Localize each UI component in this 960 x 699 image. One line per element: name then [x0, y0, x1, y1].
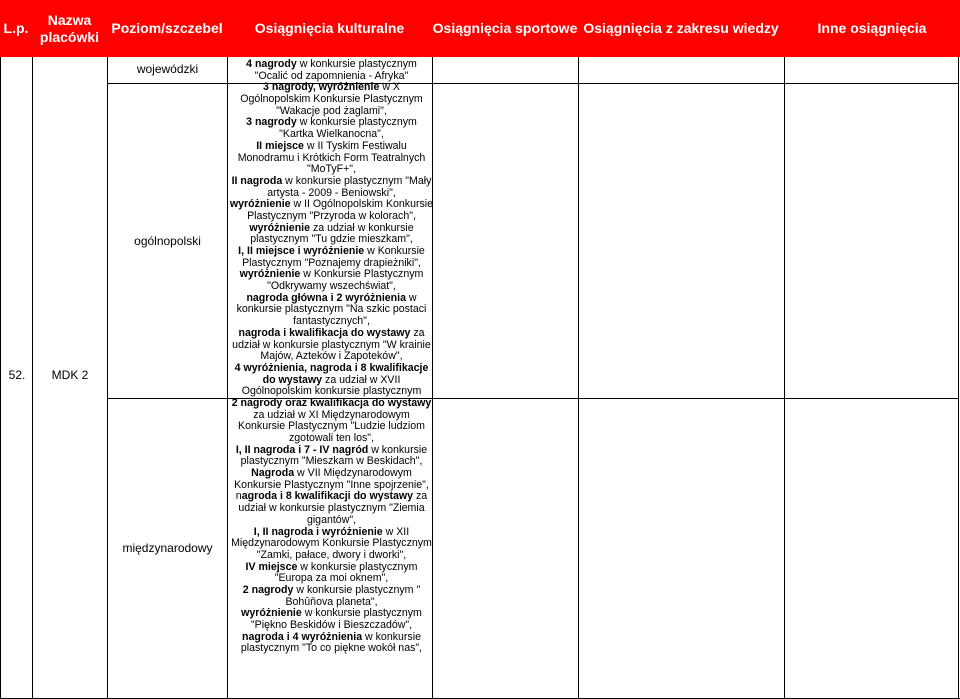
- achievement-highlight: wyróżnienie: [239, 268, 301, 281]
- achievement-text: "Zamki, pałace, dwory i dworki",: [256, 548, 407, 561]
- achievement-text: w II Ogólnopolskim Konkursie: [290, 198, 434, 211]
- header-level: Poziom/szczebel: [111, 20, 223, 36]
- header-knowledge: Osiągnięcia z zakresu wiedzy: [583, 20, 779, 36]
- achievement-text: Ogólnopolskim konkursie plastycznym: [241, 385, 422, 398]
- achievement-text: za udział w konkursie: [310, 221, 414, 234]
- grid-line: [578, 57, 579, 699]
- achievement-highlight: nagroda główna i 2 wyróżnienia: [246, 291, 406, 304]
- achievement-text: w konkursie: [362, 630, 421, 643]
- achievement-text: "Europa za moi oknem",: [274, 572, 389, 585]
- grid-line: [958, 57, 959, 699]
- achievement-text: Konkursie Plastycznym "Ludzie ludziom: [238, 420, 425, 433]
- achievement-text: w Konkursie: [364, 245, 425, 257]
- achievement-highlight: I, II miejsce i wyróżnienie: [238, 245, 365, 257]
- achievement-text: n: [235, 490, 242, 503]
- achievement-text: w: [405, 291, 417, 304]
- achievement-text: gigantów",: [306, 513, 357, 526]
- achievement-text: Majów, Azteków i Zapoteków",: [260, 350, 403, 363]
- achievement-highlight: 4 nagrody: [246, 58, 297, 70]
- achievement-text: w konkursie plastycznym ": [293, 583, 421, 596]
- achievement-highlight: do wystawy: [262, 373, 323, 386]
- achievement-highlight: 2 nagrody: [242, 583, 294, 596]
- achievement-text: konkursie plastycznym "Na szkic postaci: [236, 303, 427, 316]
- achievement-text: Monodramu i Krótkich Form Teatralnych: [237, 151, 426, 164]
- achievement-text: za: [413, 490, 428, 503]
- header-institution-name: [32, 0, 107, 57]
- achievement-highlight: 3 nagrody, wyróżnienie: [263, 81, 380, 94]
- cultural-achievements: [229, 59, 434, 655]
- achievement-text: Bohûňova planeta",: [285, 595, 378, 608]
- achievement-text: w XII: [382, 525, 410, 538]
- achievement-highlight: wyróżnienie: [241, 607, 302, 620]
- achievement-text: "Odkrywamy wszechświat",: [267, 280, 396, 293]
- achievement-text: zgotowali ten los",: [288, 432, 375, 444]
- level-national: ogólnopolski: [134, 234, 201, 248]
- header-cultural: Osiągnięcia kulturalne: [254, 20, 405, 36]
- achievement-text: za udział w XI Międzynarodowym: [253, 408, 410, 421]
- achievement-text: w konkursie: [368, 443, 428, 456]
- achievement-highlight: II nagroda: [231, 174, 283, 187]
- achievement-text: za udział w XVII: [322, 373, 401, 386]
- achievement-text: za: [410, 326, 425, 339]
- header-sports: Osiągnięcia sportowe: [432, 20, 578, 36]
- achievement-text: plastycznym "Tu gdzie mieszkam",: [250, 233, 413, 246]
- achievement-text: fantastycznych",: [293, 315, 370, 328]
- achievement-highlight: nagroda i 4 wyróżnienia: [242, 630, 363, 643]
- achievement-highlight: I, II nagroda i 7 - IV nagród: [235, 443, 369, 456]
- achievement-text: "Piękno Beskidów i Bieszczadów",: [250, 619, 413, 631]
- achievement-text: Ogólnopolskim Konkursie Plastycznym: [240, 93, 423, 106]
- achievement-text: "Ocalić od zapomnienia - Afryka": [254, 69, 409, 82]
- achievement-text: Międzynarodowym Konkursie Plastycznym: [231, 537, 432, 550]
- achievement-text: w konkursie plastycznym: [296, 58, 417, 70]
- achievement-highlight: 4 wyróżnienia, nagroda i 8 kwalifikacje: [234, 361, 429, 374]
- row-number: 52.: [8, 368, 26, 382]
- achievement-line: [229, 643, 434, 655]
- achievement-text: w Konkursie Plastycznym: [300, 268, 424, 281]
- grid-line: [0, 57, 1, 699]
- achievement-text: "MoTyF+",: [306, 163, 357, 176]
- achievement-text: udział w konkursie plastycznym "Ziemia: [238, 502, 425, 515]
- achievement-highlight: 3 nagrody: [246, 116, 297, 129]
- achievement-highlight: 2 nagrody oraz kwalifikacja do wystawy: [231, 396, 432, 409]
- achievement-highlight: II miejsce: [256, 139, 304, 152]
- achievement-text: plastycznym "To co piękne wokół nas",: [240, 642, 423, 655]
- header-other: Inne osiągnięcia: [817, 20, 927, 36]
- achievement-highlight: wyróżnienie: [249, 221, 310, 234]
- achievement-text: Plastycznym "Poznajemy drapieżniki",: [242, 256, 421, 269]
- achievement-highlight: wyróżnienie: [229, 198, 291, 211]
- grid-line: [227, 57, 228, 699]
- achievement-highlight: agroda i 8 kwalifikacji do wystawy: [241, 490, 414, 503]
- header-lp: L.p.: [3, 20, 29, 36]
- header-name-line2: placówki: [39, 28, 100, 45]
- grid-line: [784, 57, 785, 699]
- achievement-text: w II Tyskim Festiwalu: [303, 139, 407, 152]
- header-name-line1: Nazwa: [47, 11, 92, 28]
- achievement-highlight: Nagroda: [251, 467, 295, 480]
- achievement-text: w X: [379, 81, 400, 94]
- achievement-text: w konkursie plastycznym: [296, 116, 417, 129]
- achievement-text: Plastycznym "Przyroda w kolorach",: [247, 209, 416, 222]
- achievement-text: plastycznym "Mieszkam w Beskidach",: [240, 455, 423, 468]
- institution-name: MDK 2: [51, 368, 89, 382]
- achievement-text: w konkursie plastycznym: [301, 607, 422, 620]
- level-regional: wojewódzki: [136, 62, 199, 76]
- achievement-text: "Wakacje pod żaglami",: [276, 104, 387, 117]
- achievement-highlight: I, II nagroda i wyróżnienie: [253, 525, 383, 538]
- achievement-text: Konkursie Plastycznym "Inne spojrzenie",: [234, 478, 429, 491]
- achievement-text: udział w konkursie plastycznym "W krainie: [232, 338, 431, 351]
- achievement-text: w konkursie plastycznym "Mały: [282, 174, 432, 187]
- level-international: międzynarodowy: [122, 541, 213, 555]
- achievement-text: w VII Międzynarodowym: [294, 467, 412, 480]
- achievement-text: artysta - 2009 - Beniowski",: [267, 186, 396, 199]
- achievement-text: "Kartka Wielkanocna",: [279, 128, 384, 141]
- achievement-highlight: IV miejsce: [245, 560, 298, 573]
- achievement-highlight: nagroda i kwalifikacja do wystawy: [238, 326, 411, 339]
- achievement-text: w konkursie plastycznym: [297, 560, 418, 573]
- grid-line: [107, 57, 108, 699]
